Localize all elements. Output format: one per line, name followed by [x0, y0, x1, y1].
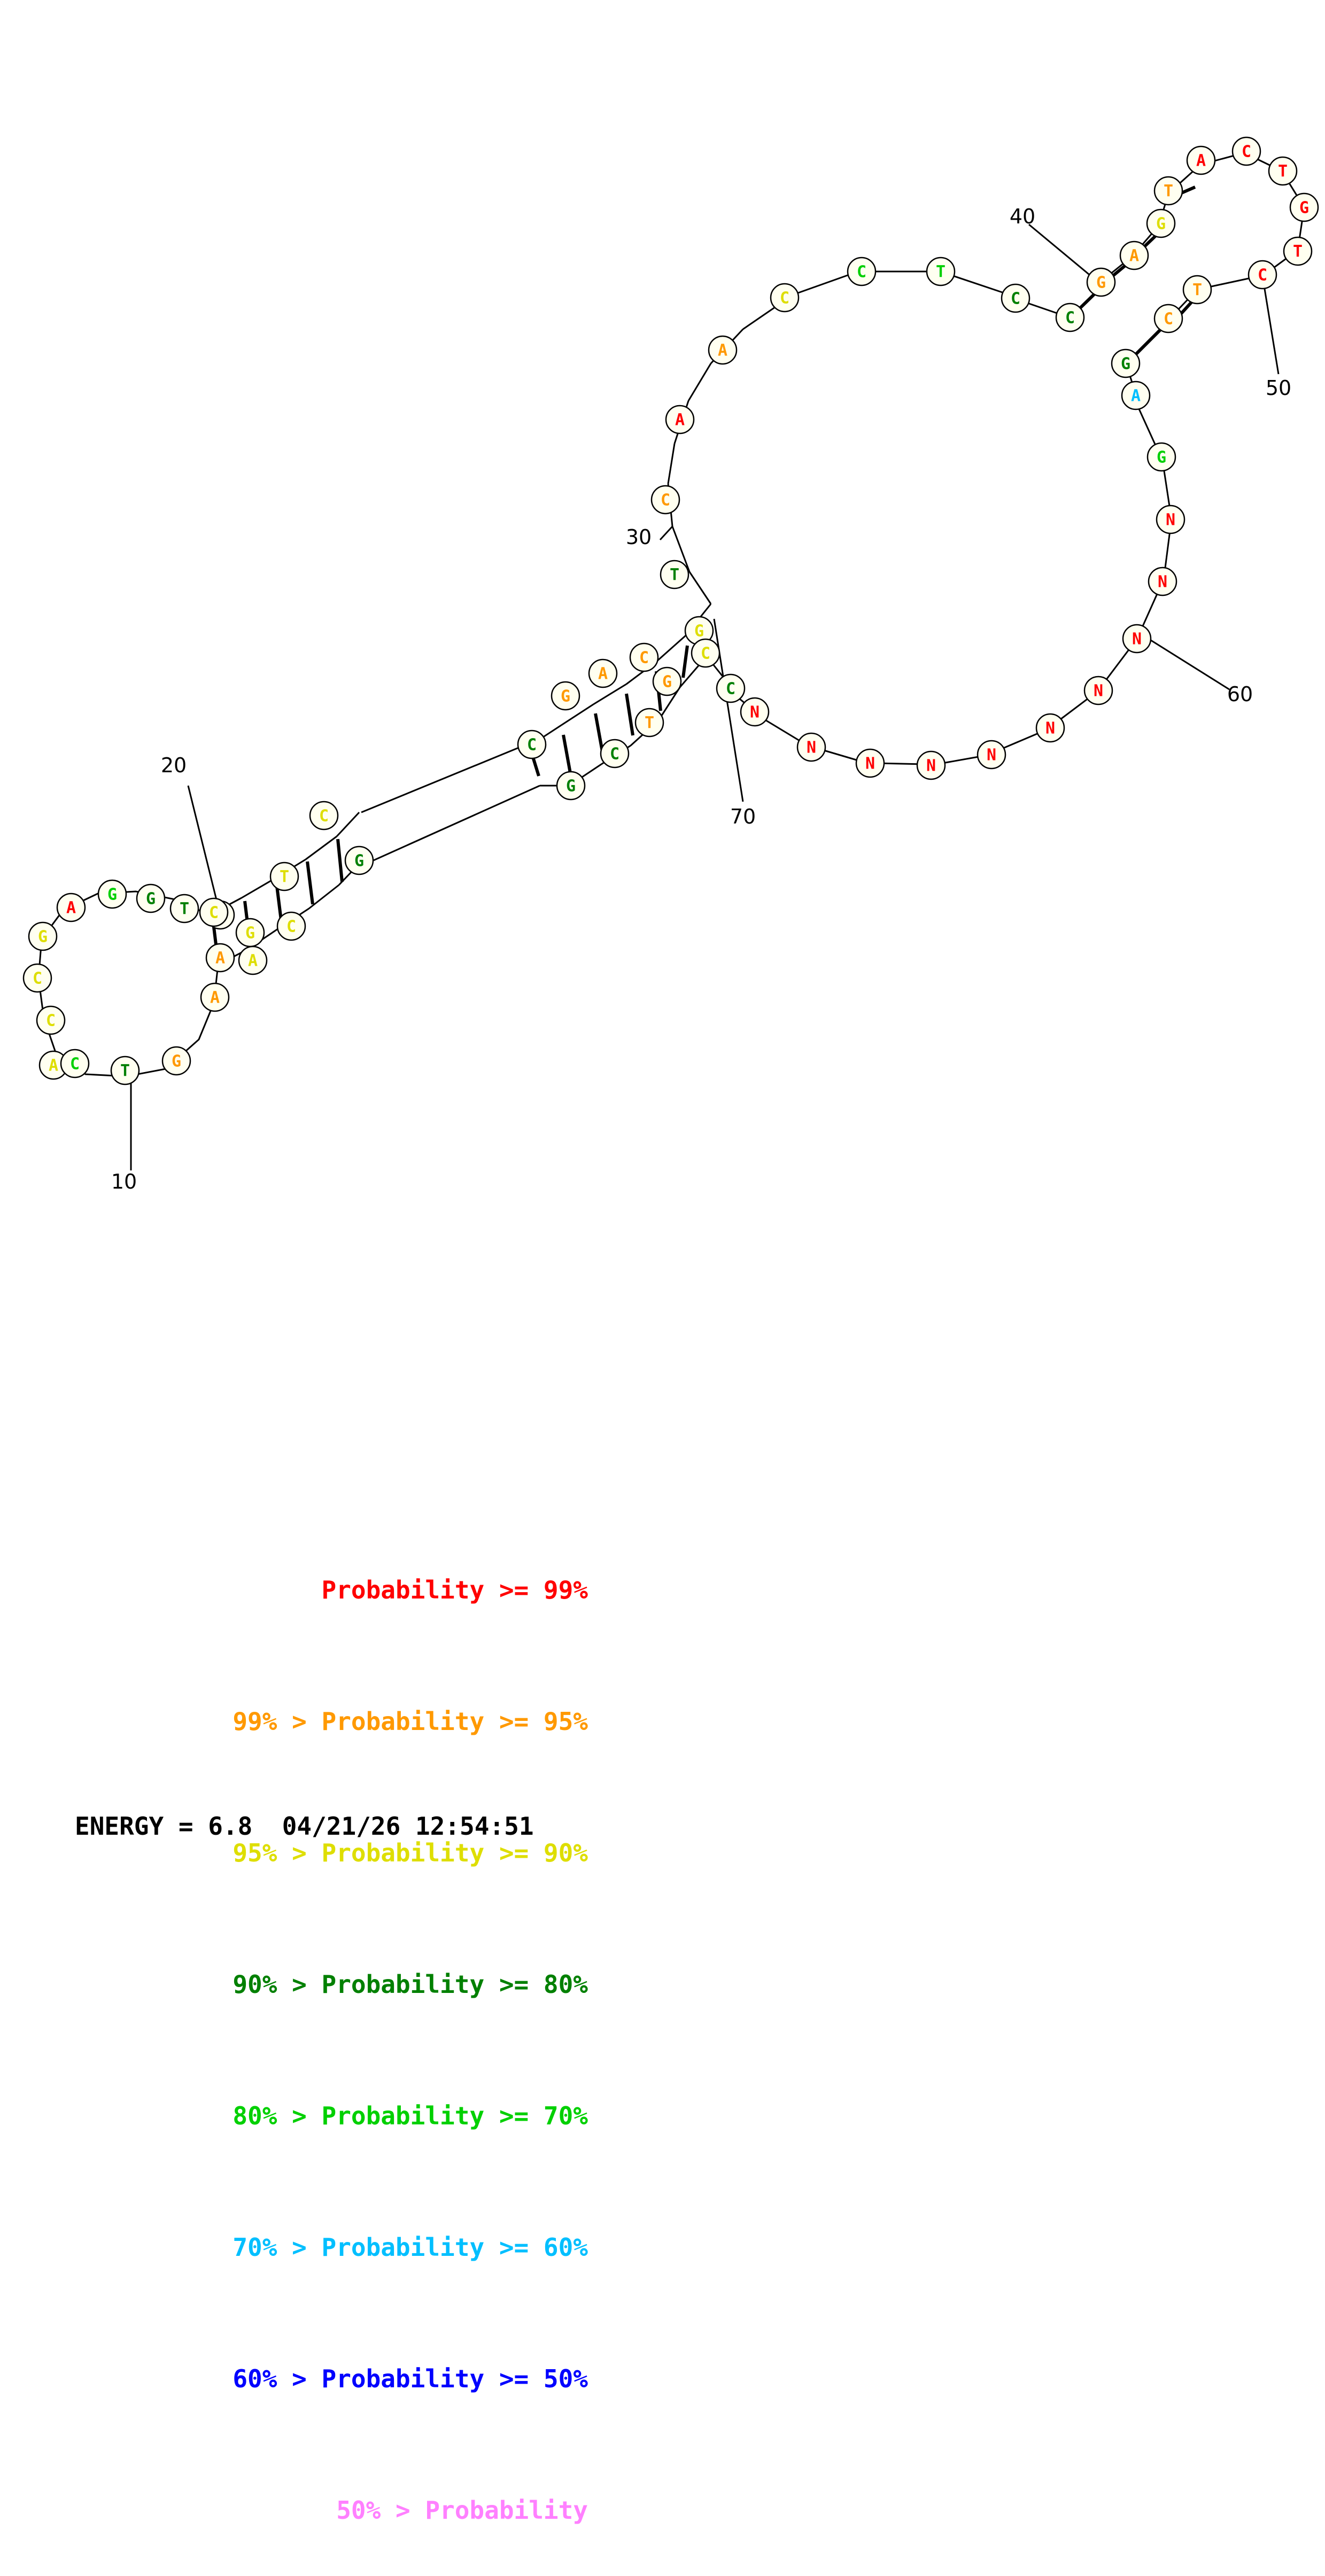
base-node: [717, 674, 745, 702]
base-node: [1269, 157, 1297, 185]
svg-text:A: A: [598, 664, 608, 684]
base-node: [1154, 305, 1182, 332]
legend-row-4: [75, 2094, 588, 2138]
legend-label-7: 50% > Probability: [336, 2496, 588, 2525]
base-node: [652, 486, 679, 514]
svg-text:T: T: [935, 262, 946, 282]
probability-legend: [75, 1480, 588, 2576]
svg-text:C: C: [1257, 266, 1268, 285]
svg-text:C: C: [526, 735, 537, 755]
position-label: 10: [111, 1170, 137, 1193]
legend-label-5: 70% > Probability >= 60%: [233, 2233, 588, 2262]
backbone-and-pairs: [38, 153, 1304, 1170]
svg-text:T: T: [1192, 281, 1203, 300]
base-node: [57, 894, 85, 921]
svg-text:A: A: [210, 988, 220, 1007]
svg-text:N: N: [865, 754, 875, 773]
base-node: [236, 919, 264, 946]
position-label: 70: [730, 805, 756, 828]
base-node: [1183, 276, 1211, 304]
base-node: [200, 898, 228, 926]
base-node: [601, 740, 629, 767]
base-node: [310, 802, 338, 829]
svg-text:N: N: [1093, 681, 1104, 701]
base-node: [1249, 261, 1276, 289]
base-node: [771, 284, 799, 312]
base-node: [1036, 714, 1064, 742]
base-node: [29, 922, 57, 950]
svg-text:N: N: [986, 746, 997, 765]
svg-text:A: A: [675, 410, 685, 430]
base-node: [1002, 284, 1029, 312]
svg-text:A: A: [215, 949, 226, 968]
legend-label-4: 80% > Probability >= 70%: [233, 2101, 588, 2130]
base-node: [552, 682, 579, 710]
svg-text:T: T: [1163, 182, 1174, 201]
base-node: [1233, 137, 1260, 165]
legend-row-6: [75, 2357, 588, 2401]
svg-text:N: N: [1165, 510, 1176, 530]
svg-text:C: C: [856, 262, 867, 282]
svg-text:C: C: [45, 1011, 56, 1030]
svg-text:G: G: [1299, 198, 1309, 218]
svg-text:G: G: [694, 622, 704, 641]
svg-text:A: A: [1196, 151, 1206, 170]
legend-label-3: 90% > Probability >= 80%: [233, 1970, 588, 1999]
svg-text:G: G: [171, 1052, 182, 1071]
svg-text:G: G: [565, 777, 576, 796]
svg-text:C: C: [319, 806, 329, 826]
svg-text:G: G: [354, 851, 365, 871]
svg-text:N: N: [1045, 719, 1056, 738]
base-node: [1187, 146, 1215, 174]
svg-text:N: N: [749, 703, 760, 722]
position-label: 60: [1227, 682, 1253, 706]
svg-text:T: T: [1292, 242, 1303, 261]
svg-text:N: N: [1157, 572, 1168, 592]
base-node: [1122, 382, 1150, 409]
base-node: [137, 884, 165, 912]
base-node: [1056, 304, 1084, 331]
base-node: [37, 1006, 65, 1034]
base-node: [856, 749, 884, 777]
svg-text:T: T: [669, 565, 680, 585]
base-node: [201, 983, 229, 1011]
svg-text:N: N: [806, 738, 817, 757]
svg-text:C: C: [639, 648, 649, 668]
base-node: [589, 659, 617, 687]
base-node: [661, 561, 688, 588]
svg-text:G: G: [37, 927, 48, 946]
svg-text:T: T: [279, 867, 290, 887]
base-node: [978, 741, 1005, 769]
legend-row-5: [75, 2225, 588, 2269]
svg-text:A: A: [66, 898, 76, 918]
base-node: [557, 772, 585, 800]
svg-text:C: C: [660, 491, 671, 510]
base-node: [239, 946, 267, 974]
svg-text:C: C: [69, 1054, 80, 1074]
svg-text:G: G: [1120, 354, 1131, 374]
svg-text:G: G: [107, 885, 118, 904]
base-node: [270, 863, 298, 890]
position-label: 30: [625, 525, 652, 549]
svg-text:C: C: [609, 744, 620, 764]
svg-text:C: C: [286, 917, 297, 936]
base-node: [162, 1047, 190, 1075]
base-node: [709, 336, 737, 364]
svg-text:T: T: [1277, 162, 1288, 181]
base-node: [518, 731, 546, 758]
position-label: 40: [1009, 205, 1036, 228]
base-node: [1149, 568, 1176, 595]
svg-text:A: A: [48, 1056, 59, 1075]
legend-label-6: 60% > Probability >= 50%: [233, 2364, 588, 2393]
svg-text:N: N: [926, 756, 936, 775]
base-node: [741, 698, 769, 726]
svg-text:G: G: [145, 889, 156, 909]
svg-text:G: G: [1096, 273, 1106, 292]
base-node: [1123, 625, 1151, 653]
svg-text:C: C: [32, 969, 43, 988]
svg-text:T: T: [644, 713, 655, 733]
position-number-labels: [111, 205, 1291, 1193]
base-node: [630, 643, 658, 671]
legend-row-3: [75, 1962, 588, 2006]
base-node: [1148, 443, 1175, 471]
base-node: [797, 733, 825, 761]
base-node: [1087, 268, 1115, 296]
svg-text:T: T: [179, 899, 190, 919]
base-node: [917, 751, 945, 779]
svg-text:C: C: [700, 644, 711, 663]
base-node: [345, 847, 373, 874]
svg-text:C: C: [725, 679, 736, 699]
base-node: [653, 668, 681, 695]
base-node: [1290, 193, 1318, 221]
legend-row-0: [75, 1568, 588, 1612]
legend-row-7: [75, 2488, 588, 2532]
svg-text:C: C: [1065, 308, 1075, 328]
base-node: [24, 964, 51, 992]
svg-text:G: G: [1156, 448, 1167, 467]
svg-text:A: A: [247, 951, 258, 971]
position-label: 20: [160, 754, 187, 777]
legend-label-1: 99% > Probability >= 95%: [233, 1707, 588, 1736]
legend-label-2: 95% > Probability >= 90%: [233, 1838, 588, 1867]
base-node: [61, 1050, 89, 1077]
svg-text:C: C: [208, 903, 219, 922]
svg-text:C: C: [1241, 142, 1252, 161]
base-node: [848, 258, 875, 285]
svg-text:C: C: [779, 289, 790, 308]
svg-text:G: G: [662, 672, 672, 692]
base-node: [206, 944, 234, 972]
base-node: [111, 1057, 139, 1084]
base-node: [1284, 237, 1312, 265]
base-node: [1157, 506, 1184, 533]
base-node: [171, 895, 198, 922]
base-node: [1112, 350, 1140, 377]
base-node: [1120, 242, 1148, 269]
svg-text:A: A: [717, 341, 728, 360]
position-label: 50: [1265, 376, 1292, 400]
base-node: [927, 258, 955, 285]
base-node: [636, 709, 663, 736]
svg-text:C: C: [1010, 289, 1021, 308]
base-circles: [24, 137, 1318, 1084]
svg-text:A: A: [1130, 386, 1141, 406]
svg-text:N: N: [1132, 630, 1142, 649]
svg-text:G: G: [560, 687, 571, 706]
base-node: [98, 880, 126, 908]
svg-text:G: G: [245, 924, 255, 943]
base-node: [1147, 210, 1175, 237]
svg-text:A: A: [1129, 246, 1140, 266]
legend-row-1: [75, 1700, 588, 1743]
base-node: [1154, 177, 1182, 205]
svg-text:C: C: [1163, 309, 1174, 329]
base-node: [1084, 677, 1112, 704]
svg-text:T: T: [120, 1061, 130, 1081]
base-node: [277, 912, 305, 940]
svg-text:G: G: [1156, 214, 1166, 234]
energy-timestamp-line: ENERGY = 6.8 04/21/26 12:54:51: [75, 1812, 534, 1841]
base-node: [692, 639, 719, 667]
base-node: [666, 406, 694, 433]
legend-label-0: Probability >= 99%: [321, 1576, 588, 1604]
